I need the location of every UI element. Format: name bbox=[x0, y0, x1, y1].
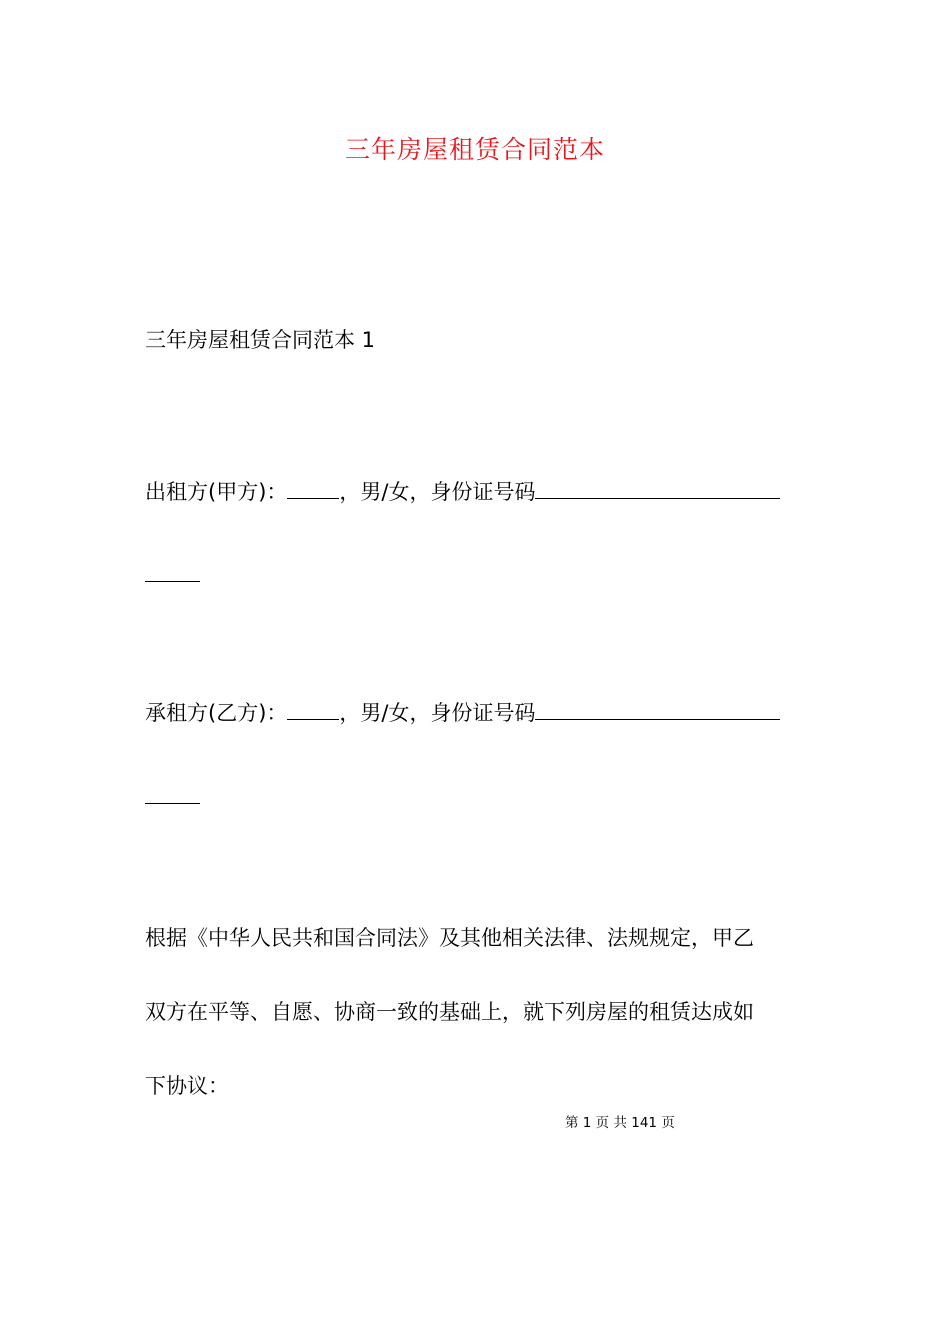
lessor-id-blank[interactable] bbox=[535, 480, 780, 499]
lessor-id-continuation bbox=[145, 555, 200, 595]
lessor-id-blank-continued[interactable] bbox=[145, 563, 200, 582]
lessor-gender-id-label: ，男/女，身份证号码 bbox=[339, 480, 536, 504]
lessee-id-continuation bbox=[145, 777, 200, 817]
lessor-name-blank[interactable] bbox=[287, 480, 339, 499]
lessee-line bbox=[145, 693, 780, 733]
document-title: 三年房屋租赁合同范本 bbox=[344, 135, 605, 164]
lessee-label: 承租方(乙方)： bbox=[145, 701, 288, 725]
lessor-label: 出租方(甲方)： bbox=[145, 480, 288, 504]
lessee-id-blank-continued[interactable] bbox=[145, 785, 200, 804]
lessee-name-blank[interactable] bbox=[287, 701, 339, 720]
page-number-footer: 第 1 页 共 141 页 bbox=[565, 1115, 675, 1131]
paragraph-line: 下协议： bbox=[145, 1074, 229, 1098]
lessee-gender-id-label: ，男/女，身份证号码 bbox=[339, 701, 536, 725]
paragraph-line: 根据《中华人民共和国合同法》及其他相关法律、法规规定，甲乙 bbox=[145, 926, 754, 950]
lessee-id-blank[interactable] bbox=[535, 701, 780, 720]
lessor-line bbox=[145, 472, 780, 512]
paragraph-line: 双方在平等、自愿、协商一致的基础上，就下列房屋的租赁达成如 bbox=[145, 1000, 754, 1024]
section-heading: 三年房屋租赁合同范本 1 bbox=[145, 328, 376, 352]
